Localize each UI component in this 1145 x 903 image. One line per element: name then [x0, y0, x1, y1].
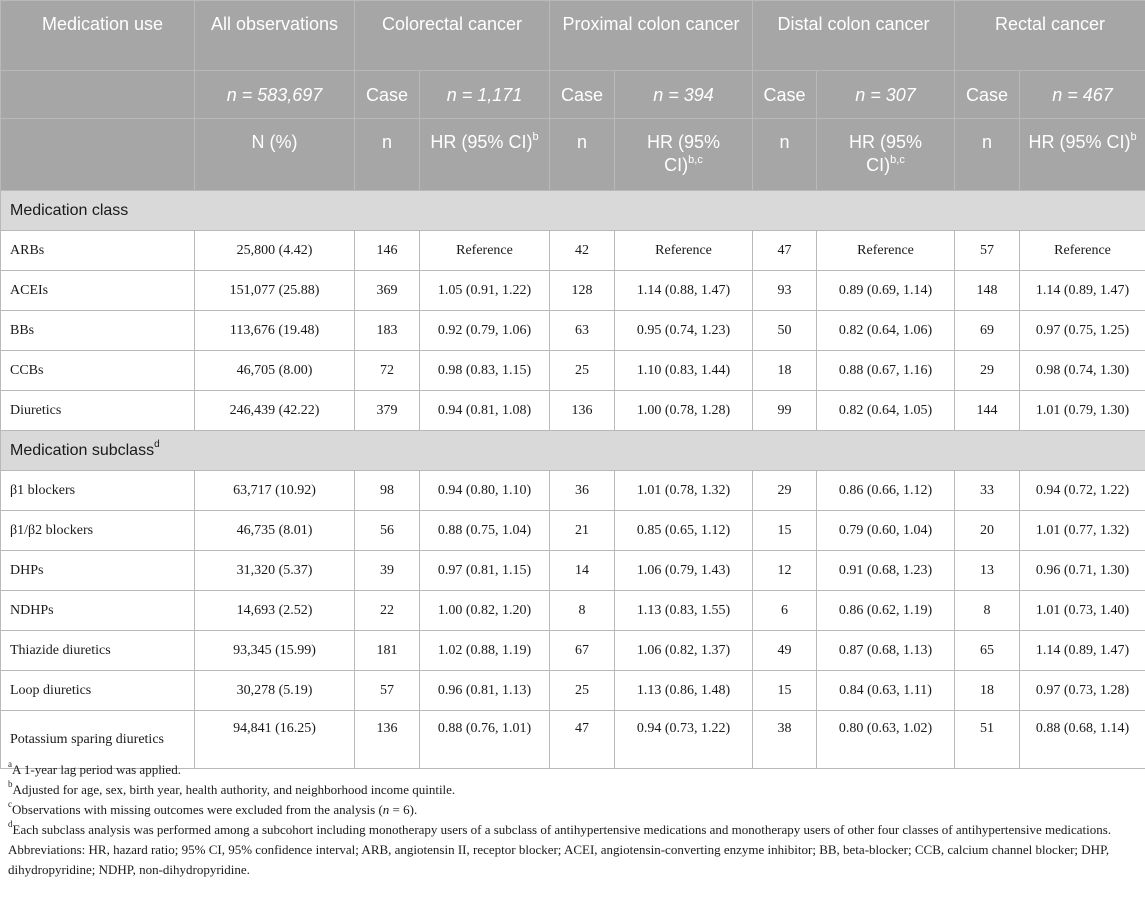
table-cell: 0.82 (0.64, 1.06): [817, 311, 955, 351]
row-label: BBs: [1, 311, 195, 351]
table-cell: 93: [753, 271, 817, 311]
table-row: [1, 231, 1145, 271]
footnote-d: $^d$Each subclass analysis was performed among a subcohort including monotherapy users of a subclass of antihypertensive medications and monotherapy users of other four classes of antihypertensive medications.: [8, 818, 1112, 837]
table-cell: 0.88 (0.68, 1.14): [1020, 711, 1145, 769]
header-colorectal: Colorectal cancer: [355, 1, 550, 71]
header-proximal: Proximal colon cancer: [550, 1, 753, 71]
table-cell: 31,320 (5.37): [195, 551, 355, 591]
table-cell: Reference: [615, 231, 753, 271]
header-n: n: [753, 119, 817, 191]
table-cell: 13: [955, 551, 1020, 591]
footnote-a: $^a$A 1-year lag period was applied.: [8, 758, 181, 777]
table-cell: 151,077 (25.88): [195, 271, 355, 311]
table-cell: 51: [955, 711, 1020, 769]
table-cell: 6: [753, 591, 817, 631]
table-cell: 0.86 (0.62, 1.19): [817, 591, 955, 631]
table-cell: 0.85 (0.65, 1.12): [615, 511, 753, 551]
row-label: DHPs: [1, 551, 195, 591]
table-cell: 0.79 (0.60, 1.04): [817, 511, 955, 551]
header-hr-rectal: HR (95% CI)$^b$: [1020, 119, 1145, 191]
table-cell: 67: [550, 631, 615, 671]
table-cell: 0.95 (0.74, 1.23): [615, 311, 753, 351]
table-cell: 0.97 (0.75, 1.25): [1020, 311, 1145, 351]
table-row: [1, 311, 1145, 351]
header-n-pct: N (%): [195, 119, 355, 191]
table-cell: 0.87 (0.68, 1.13): [817, 631, 955, 671]
table-cell: 1.14 (0.88, 1.47): [615, 271, 753, 311]
table-cell: 39: [355, 551, 420, 591]
header-case: Case: [550, 71, 615, 119]
table-cell: 98: [355, 471, 420, 511]
table-cell: 1.06 (0.82, 1.37): [615, 631, 753, 671]
row-label: β1 blockers: [1, 471, 195, 511]
table-cell: 65: [955, 631, 1020, 671]
table-cell: 0.91 (0.68, 1.23): [817, 551, 955, 591]
table-cell: 246,439 (42.22): [195, 391, 355, 431]
table-cell: 21: [550, 511, 615, 551]
table-cell: 1.01 (0.77, 1.32): [1020, 511, 1145, 551]
header-distal: Distal colon cancer: [753, 1, 955, 71]
table-cell: 47: [753, 231, 817, 271]
table-cell: 63,717 (10.92): [195, 471, 355, 511]
table-cell: 1.00 (0.78, 1.28): [615, 391, 753, 431]
table-cell: 14: [550, 551, 615, 591]
table-cell: 136: [550, 391, 615, 431]
row-label: CCBs: [1, 351, 195, 391]
table-cell: 47: [550, 711, 615, 769]
table-cell: 94,841 (16.25): [195, 711, 355, 769]
row-label: ACEIs: [1, 271, 195, 311]
header-hr-distal: HR (95% CI)$^{b,c}$: [817, 119, 955, 191]
table-cell: 0.88 (0.67, 1.16): [817, 351, 955, 391]
table-cell: 1.10 (0.83, 1.44): [615, 351, 753, 391]
section-medication-class: Medication class: [1, 191, 1145, 231]
table-cell: 29: [753, 471, 817, 511]
table-cell: 50: [753, 311, 817, 351]
table-cell: 1.13 (0.86, 1.48): [615, 671, 753, 711]
row-label: Loop diuretics: [1, 671, 195, 711]
row-label: Potassium sparing diuretics: [1, 711, 195, 769]
table-cell: 1.01 (0.73, 1.40): [1020, 591, 1145, 631]
footnotes: [8, 760, 1136, 880]
row-label: ARBs: [1, 231, 195, 271]
row-label: Diuretics: [1, 391, 195, 431]
footnote-abbreviations: Abbreviations: HR, hazard ratio; 95% CI, 95% confidence interval; ARB, angiotensin II, receptor blocker; ACEI, angiotensin-converting enzyme inhibitor; BB, beta-blocker; CCB, calcium channel blocker; DHP, dihydropyridine; NDHP, non-dihydropyridine.: [8, 842, 1110, 877]
table-cell: 0.98 (0.83, 1.15): [420, 351, 550, 391]
header-case: Case: [955, 71, 1020, 119]
table-cell: 25,800 (4.42): [195, 231, 355, 271]
table-cell: 14,693 (2.52): [195, 591, 355, 631]
table-cell: 22: [355, 591, 420, 631]
table-cell: 72: [355, 351, 420, 391]
header-all-observations: All observations: [195, 1, 355, 71]
table-cell: 36: [550, 471, 615, 511]
header-blank: [1, 71, 195, 119]
table-cell: 0.88 (0.76, 1.01): [420, 711, 550, 769]
table-row: [1, 631, 1145, 671]
header-n: n: [550, 119, 615, 191]
table-cell: 1.13 (0.83, 1.55): [615, 591, 753, 631]
table-cell: 99: [753, 391, 817, 431]
table-cell: 1.00 (0.82, 1.20): [420, 591, 550, 631]
footnote-c: $^c$Observations with missing outcomes were excluded from the analysis (n = 6).: [8, 798, 418, 817]
table-cell: 57: [955, 231, 1020, 271]
table-cell: 0.94 (0.80, 1.10): [420, 471, 550, 511]
table-cell: 30,278 (5.19): [195, 671, 355, 711]
table-cell: 42: [550, 231, 615, 271]
header-case: Case: [355, 71, 420, 119]
table-row: [1, 391, 1145, 431]
row-label: NDHPs: [1, 591, 195, 631]
table-cell: 25: [550, 671, 615, 711]
footnote-b: $^b$Adjusted for age, sex, birth year, health authority, and neighborhood income quintile.: [8, 778, 456, 797]
table-cell: 1.02 (0.88, 1.19): [420, 631, 550, 671]
table-cell: 0.94 (0.72, 1.22): [1020, 471, 1145, 511]
table-cell: 1.14 (0.89, 1.47): [1020, 631, 1145, 671]
table-cell: 369: [355, 271, 420, 311]
table-cell: 136: [355, 711, 420, 769]
table-cell: 183: [355, 311, 420, 351]
table-cell: 0.89 (0.69, 1.14): [817, 271, 955, 311]
table-row: [1, 511, 1145, 551]
table-cell: 18: [753, 351, 817, 391]
table-cell: 0.97 (0.81, 1.15): [420, 551, 550, 591]
section-medication-subclass: Medication subclass$^d$: [1, 431, 1145, 471]
table-cell: 1.14 (0.89, 1.47): [1020, 271, 1145, 311]
table-cell: 93,345 (15.99): [195, 631, 355, 671]
table-cell: 0.96 (0.81, 1.13): [420, 671, 550, 711]
header-n-rectal: n = 467: [1020, 71, 1145, 119]
table-row: [1, 351, 1145, 391]
table-cell: 0.92 (0.79, 1.06): [420, 311, 550, 351]
table-cell: 148: [955, 271, 1020, 311]
table-cell: 69: [955, 311, 1020, 351]
table-cell: 38: [753, 711, 817, 769]
table-cell: 0.96 (0.71, 1.30): [1020, 551, 1145, 591]
table-cell: 379: [355, 391, 420, 431]
table-cell: 146: [355, 231, 420, 271]
table-cell: 1.05 (0.91, 1.22): [420, 271, 550, 311]
table-cell: 15: [753, 671, 817, 711]
table-row: [1, 271, 1145, 311]
table-cell: 1.06 (0.79, 1.43): [615, 551, 753, 591]
table-cell: 20: [955, 511, 1020, 551]
table-row: [1, 471, 1145, 511]
table-cell: 56: [355, 511, 420, 551]
header-n-distal: n = 307: [817, 71, 955, 119]
table-cell: 1.01 (0.78, 1.32): [615, 471, 753, 511]
header-blank: [1, 119, 195, 191]
header-n: n: [355, 119, 420, 191]
table-cell: 0.88 (0.75, 1.04): [420, 511, 550, 551]
table-cell: 113,676 (19.48): [195, 311, 355, 351]
header-hr-colorectal: HR (95% CI)$^b$: [420, 119, 550, 191]
header-n-all: n = 583,697: [195, 71, 355, 119]
table-cell: 181: [355, 631, 420, 671]
table-cell: 0.86 (0.66, 1.12): [817, 471, 955, 511]
table-cell: 0.94 (0.73, 1.22): [615, 711, 753, 769]
table-cell: Reference: [1020, 231, 1145, 271]
table-cell: 33: [955, 471, 1020, 511]
header-medication-use: Medication use: [1, 1, 195, 71]
row-label: Thiazide diuretics: [1, 631, 195, 671]
table-cell: 128: [550, 271, 615, 311]
table-cell: 144: [955, 391, 1020, 431]
table-row: [1, 671, 1145, 711]
table-cell: 46,735 (8.01): [195, 511, 355, 551]
table-cell: 18: [955, 671, 1020, 711]
table-cell: 8: [955, 591, 1020, 631]
row-label: β1/β2 blockers: [1, 511, 195, 551]
table-cell: 1.01 (0.79, 1.30): [1020, 391, 1145, 431]
header-case: Case: [753, 71, 817, 119]
table-cell: Reference: [817, 231, 955, 271]
header-hr-proximal: HR (95% CI)$^{b,c}$: [615, 119, 753, 191]
table-cell: 63: [550, 311, 615, 351]
table-row: [1, 591, 1145, 631]
table-cell: 57: [355, 671, 420, 711]
table-cell: 8: [550, 591, 615, 631]
table-cell: Reference: [420, 231, 550, 271]
table-cell: 46,705 (8.00): [195, 351, 355, 391]
header-n-colorectal: n = 1,171: [420, 71, 550, 119]
table-cell: 0.80 (0.63, 1.02): [817, 711, 955, 769]
table-cell: 0.82 (0.64, 1.05): [817, 391, 955, 431]
table-cell: 49: [753, 631, 817, 671]
table-cell: 15: [753, 511, 817, 551]
table-cell: 0.84 (0.63, 1.11): [817, 671, 955, 711]
table-cell: 0.97 (0.73, 1.28): [1020, 671, 1145, 711]
table-row: [1, 551, 1145, 591]
table-cell: 25: [550, 351, 615, 391]
header-n-proximal: n = 394: [615, 71, 753, 119]
table-cell: 0.98 (0.74, 1.30): [1020, 351, 1145, 391]
header-n: n: [955, 119, 1020, 191]
header-rectal: Rectal cancer: [955, 1, 1145, 71]
table-cell: 0.94 (0.81, 1.08): [420, 391, 550, 431]
table-cell: 29: [955, 351, 1020, 391]
table-cell: 12: [753, 551, 817, 591]
